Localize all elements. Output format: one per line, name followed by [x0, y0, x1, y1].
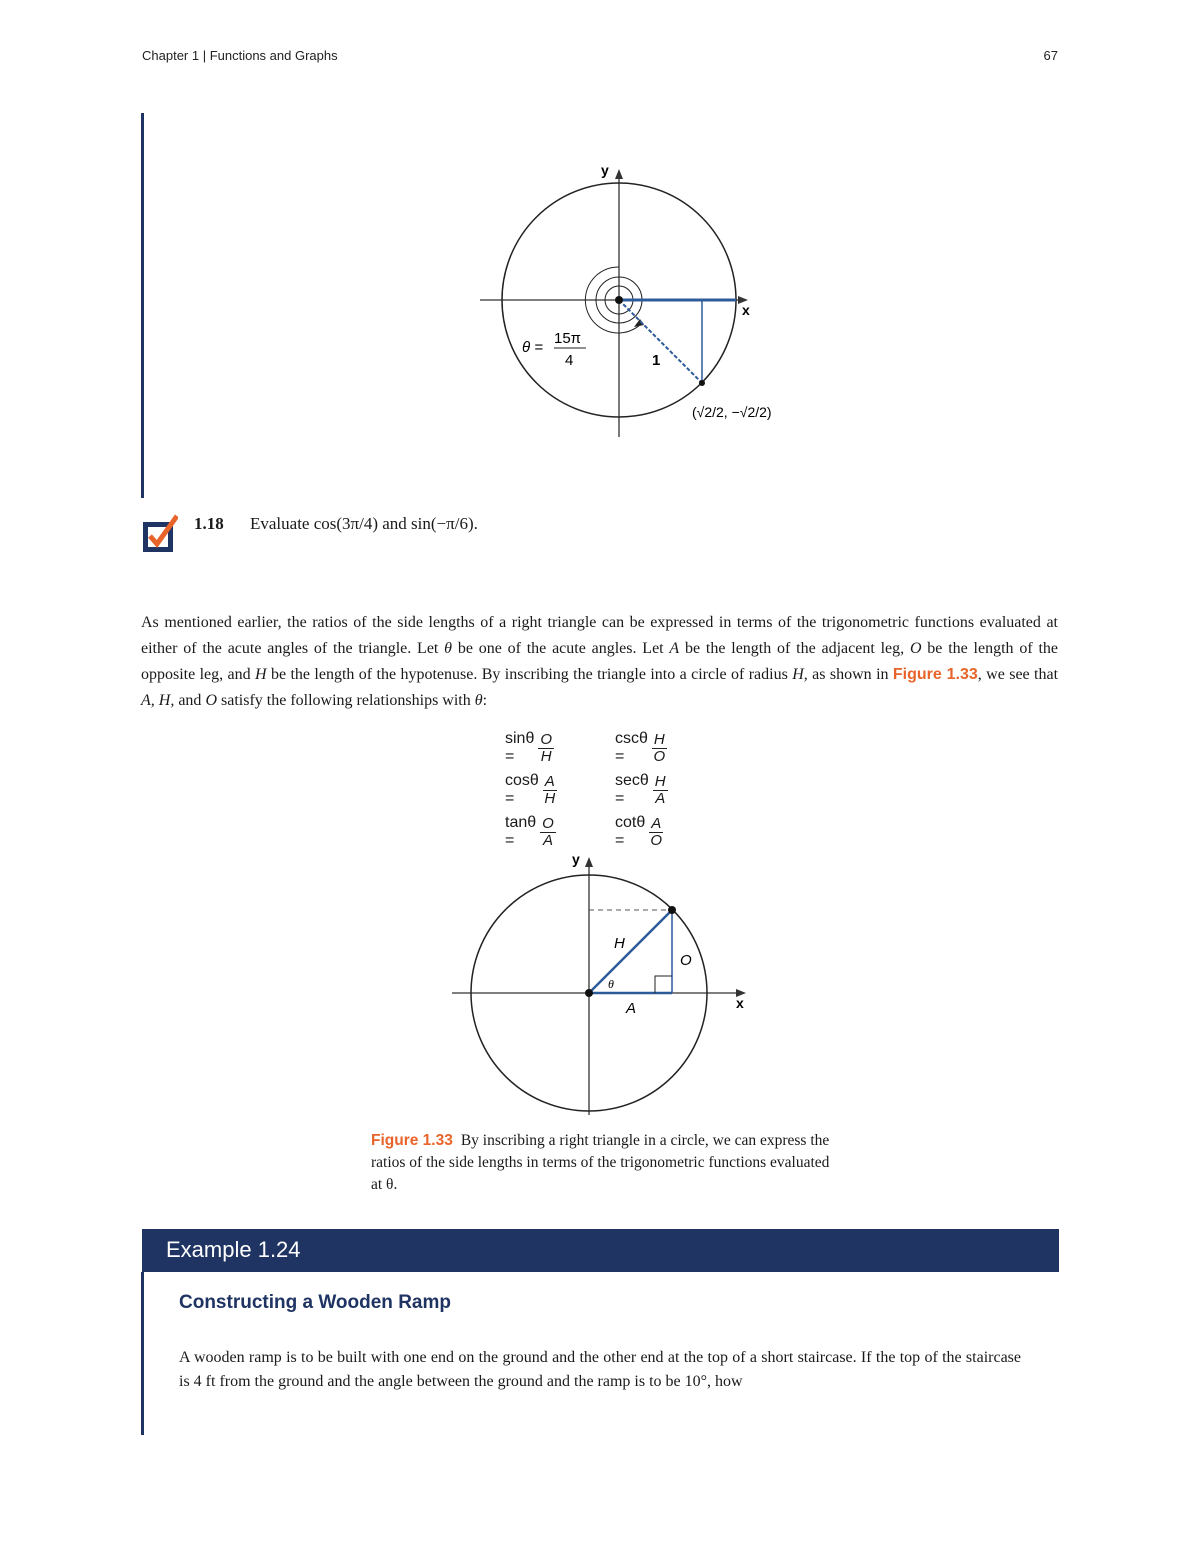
body-paragraph [141, 610, 1058, 714]
x-label: x [742, 302, 750, 318]
var-h: H [792, 666, 804, 683]
hypotenuse-label: H [614, 935, 625, 952]
theta-numerator: 15π [554, 330, 582, 347]
sidebar-rule [141, 113, 144, 498]
radius-label: 1 [652, 352, 661, 369]
para-text: As mentioned earlier, the ratios of the side lengths of a right triangle can be expressed in terms of the trigonometric functions evaluated at either of the acute angles of the triangle. Let [141, 614, 1058, 657]
adjacent-label: A [626, 1000, 637, 1017]
caption-text: By inscribing a right triangle in a circle, we can express the ratios of the side lengths in terms of the trigonometric functions evaluated at θ. [371, 1132, 830, 1193]
x-label: x [736, 995, 744, 1011]
fraction-num: H [653, 730, 665, 748]
theta-label: θ = [522, 339, 544, 356]
origin-point [585, 989, 593, 997]
y-label: y [601, 162, 609, 178]
fraction-den: O [653, 747, 666, 765]
para-text: , as shown in [803, 666, 889, 683]
example-header [142, 1229, 1059, 1272]
para-text: , we see that [977, 666, 1059, 683]
var-theta: θ [444, 640, 453, 657]
figure-link[interactable]: Figure 1.33 [892, 666, 978, 683]
para-text: and [178, 692, 202, 709]
para-text: be one of the acute angles. Let [457, 640, 664, 657]
formula-lhs: cosθ = [505, 772, 539, 807]
origin-point [615, 296, 623, 304]
caption-label: Figure 1.33 [371, 1132, 453, 1149]
formula-sec [615, 770, 668, 810]
fraction [543, 774, 557, 807]
fraction-den: A [542, 831, 553, 849]
fraction-num: O [542, 814, 554, 832]
fraction-den: A [655, 789, 666, 807]
fraction [652, 732, 667, 765]
example-title: Example 1.24 [166, 1237, 301, 1262]
fraction-num: O [540, 730, 553, 748]
formula-lhs: secθ = [615, 772, 649, 807]
chapter-title: Chapter 1 | Functions and Graphs [142, 48, 338, 63]
y-axis-arrow [615, 169, 623, 179]
fraction [649, 816, 663, 849]
inscribed-triangle-figure [440, 850, 770, 1120]
formula-lhs: cotθ = [615, 814, 646, 849]
formula-csc [615, 728, 667, 768]
var-h: H [255, 666, 267, 683]
para-text: satisfy the following relationships with [221, 692, 471, 709]
formula-lhs: cscθ = [615, 730, 648, 765]
y-label: y [572, 851, 580, 867]
page-number: 67 [1043, 48, 1058, 63]
fraction [540, 816, 556, 849]
formula-lhs: sinθ = [505, 730, 535, 765]
triangle-vertex [668, 906, 676, 914]
fraction-num: H [654, 772, 666, 790]
example-body: A wooden ramp is to be built with one end on the ground and the other end at the top of a short staircase. If the top of the staircase is 4 ft from the ground and the angle between the ground and the ramp is to be 10°, how [179, 1349, 1021, 1390]
page-header [142, 48, 1058, 68]
terminal-side [619, 300, 702, 383]
formula-cos [505, 770, 557, 810]
hypotenuse [589, 910, 672, 993]
fraction-den: O [650, 831, 663, 849]
theta-denominator: 4 [565, 352, 574, 369]
var-list: A, H, [141, 692, 175, 709]
formula-lhs: tanθ = [505, 814, 537, 849]
fraction [538, 732, 554, 765]
para-text: be the length of the opposite leg, and [141, 640, 1058, 683]
terminal-point [699, 380, 705, 386]
unit-circle-figure [470, 155, 790, 445]
checkpoint-icon [140, 514, 178, 554]
theta-label: θ [608, 977, 614, 991]
fraction-num: A [544, 772, 555, 790]
formula-cot [615, 812, 663, 852]
checkpoint-text: Evaluate cos(3π/4) and sin(−π/6). [250, 514, 478, 533]
point-label: (√2/2, −√2/2) [692, 404, 772, 420]
checkpoint-number: 1.18 [194, 514, 224, 533]
para-text: be the length of the adjacent leg, [685, 640, 905, 657]
fraction-den: H [544, 789, 556, 807]
example-subtitle: Constructing a Wooden Ramp [179, 1292, 451, 1313]
formula-tan [505, 812, 556, 852]
fraction [653, 774, 668, 807]
formula-sin [505, 728, 554, 768]
opposite-label: O [680, 952, 692, 969]
var-a: A [669, 640, 680, 657]
fraction-num: A [651, 814, 662, 832]
example-sidebar-rule [141, 1272, 144, 1435]
right-angle-mark [655, 976, 672, 993]
y-axis-arrow [585, 857, 593, 867]
para-text: : [482, 692, 488, 709]
figure-caption [371, 1130, 831, 1196]
var-o: O [205, 692, 217, 709]
para-text: be the length of the hypotenuse. By inscribing the triangle into a circle of radius [271, 666, 788, 683]
var-o: O [909, 640, 922, 657]
var-theta: θ [474, 692, 483, 709]
fraction-den: H [540, 747, 552, 765]
